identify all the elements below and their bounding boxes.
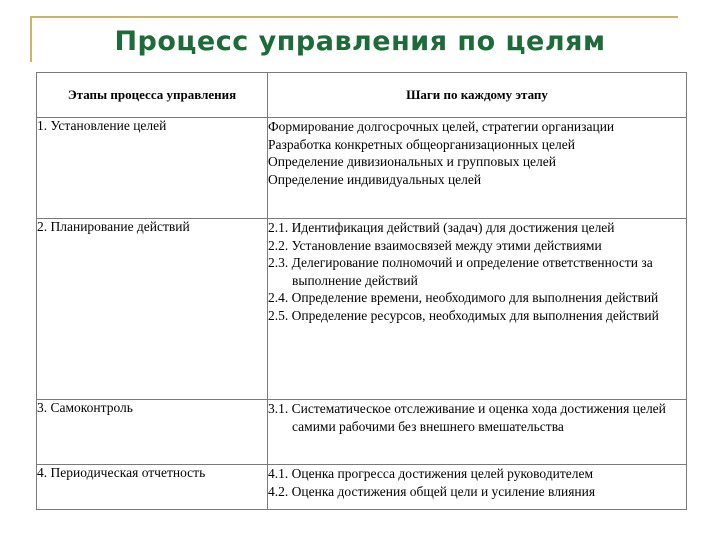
steps-cell: [268, 219, 687, 400]
stage-cell: 3. Самоконтроль: [37, 400, 268, 465]
step-item: 3.1. Систематическое отслеживание и оценка хода достижения целей самими рабочими без внешнего вмешательства: [268, 401, 666, 434]
step-item: 4.1. Оценка прогресса достижения целей руководителем: [268, 466, 594, 481]
process-table: [36, 72, 687, 510]
table-row: [37, 118, 687, 219]
column-header-steps: Шаги по каждому этапу: [268, 73, 687, 118]
table-row: [37, 400, 687, 465]
column-header-stages: Этапы процесса управления: [37, 73, 268, 118]
stage-cell: 4. Периодическая отчетность: [37, 465, 268, 510]
steps-cell: [268, 118, 687, 219]
stage-cell: 1. Установление целей: [37, 118, 268, 219]
table-row: [37, 465, 687, 510]
step-item: 4.2. Оценка достижения общей цели и усиление влияния: [268, 483, 596, 499]
step-item: 2.1. Идентификация действий (задач) для достижения целей: [268, 220, 615, 235]
step-item: Определение дивизиональных и групповых целей: [268, 154, 556, 169]
step-item: Формирование долгосрочных целей, стратегии организации: [268, 119, 615, 134]
table-row: [37, 219, 687, 400]
step-item: 2.2. Установление взаимосвязей между этими действиями: [268, 237, 602, 253]
step-item: Разработка конкретных общеорганизационных целей: [268, 136, 575, 152]
step-item: 2.3. Делегирование полномочий и определение ответственности за выполнение действий: [268, 255, 653, 288]
step-item: 2.5. Определение ресурсов, необходимых для выполнения действий: [268, 307, 659, 323]
steps-cell: [268, 400, 687, 465]
stage-cell: 2. Планирование действий: [37, 219, 268, 400]
step-item: Определение индивидуальных целей: [268, 171, 482, 187]
table-header-row: [37, 73, 687, 118]
step-item: 2.4. Определение времени, необходимого для выполнения действий: [268, 290, 659, 305]
steps-cell: [268, 465, 687, 510]
page-title: Процесс управления по целям: [114, 26, 606, 57]
title-frame-top: [30, 16, 678, 18]
